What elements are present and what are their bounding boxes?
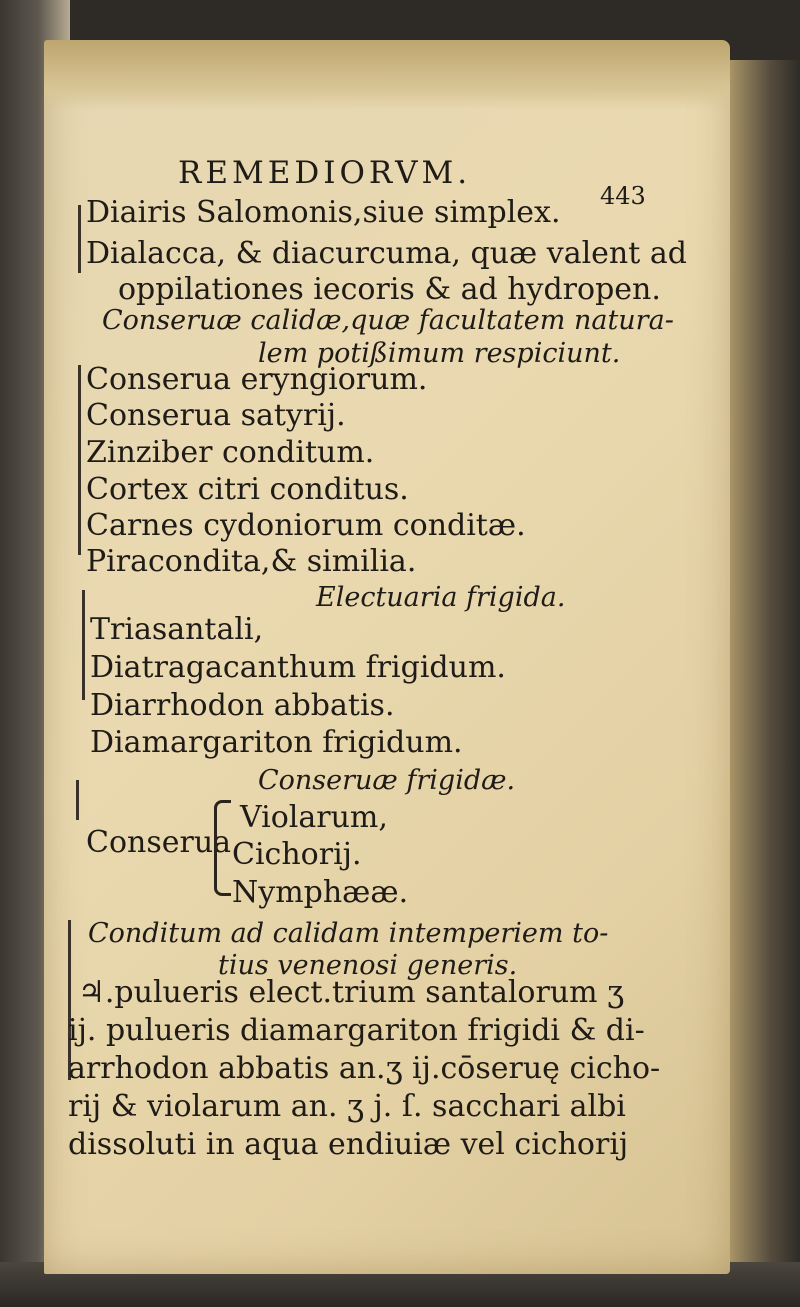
margin-rule (78, 243, 81, 273)
left-brace (214, 800, 231, 896)
text-line: Conserua (86, 825, 232, 860)
text-line-italic: Conseruæ frigidæ. (258, 765, 516, 796)
text-line: arrhodon abbatis an.ʒ ij.cōseruę cicho- (68, 1051, 661, 1086)
margin-rule (76, 780, 79, 820)
text-line: Piracondita,& similia. (86, 544, 417, 579)
text-line: Cortex citri conditus. (86, 472, 409, 507)
text-line: Diarrhodon abbatis. (90, 688, 395, 723)
text-line: Triasantali, (90, 612, 264, 647)
margin-rule (78, 365, 81, 555)
text-line: Carnes cydoniorum conditæ. (86, 508, 526, 543)
page-number: 443 (600, 182, 646, 210)
text-line: ♃.pulueris elect.trium santalorum ʒ (78, 975, 625, 1010)
text-line: Conserua satyrij. (86, 398, 346, 433)
text-line: rij & violarum an. ʒ j. ſ. sacchari albi (68, 1089, 626, 1124)
text-line: Conserua eryngiorum. (86, 362, 428, 397)
text-line: ij. pulueris diamargariton frigidi & di- (68, 1013, 645, 1048)
text-line-italic: lem potißimum respiciunt. (258, 338, 621, 369)
text-line-italic: Conditum ad calidam intemperiem to- (88, 918, 609, 949)
text-line: Diatragacanthum frigidum. (90, 650, 506, 685)
text-line: dissoluti in aqua endiuiæ vel cichorij (68, 1127, 629, 1162)
running-header: REMEDIORVM. (178, 155, 472, 191)
text-line-italic: tius venenosi generis. (218, 950, 518, 981)
text-line: Violarum, (240, 800, 388, 835)
text-line: Dialacca, & diacurcuma, quæ valent ad (86, 236, 687, 271)
text-line: Diairis Salomonis,siue simplex. (86, 195, 561, 230)
text-line-italic: Conseruæ calidæ,quæ facultatem natura- (102, 305, 674, 336)
margin-rule (82, 590, 85, 700)
text-line: Cichorij. (232, 837, 362, 872)
text-line: Nymphææ. (232, 875, 409, 910)
text-line-italic: Electuaria frigida. (316, 582, 566, 613)
page-top-shadow (44, 40, 730, 110)
text-line: Diamargariton frigidum. (90, 725, 463, 760)
text-line: Zinziber conditum. (86, 435, 375, 470)
text-line: oppilationes iecoris & ad hydropen. (118, 272, 661, 307)
